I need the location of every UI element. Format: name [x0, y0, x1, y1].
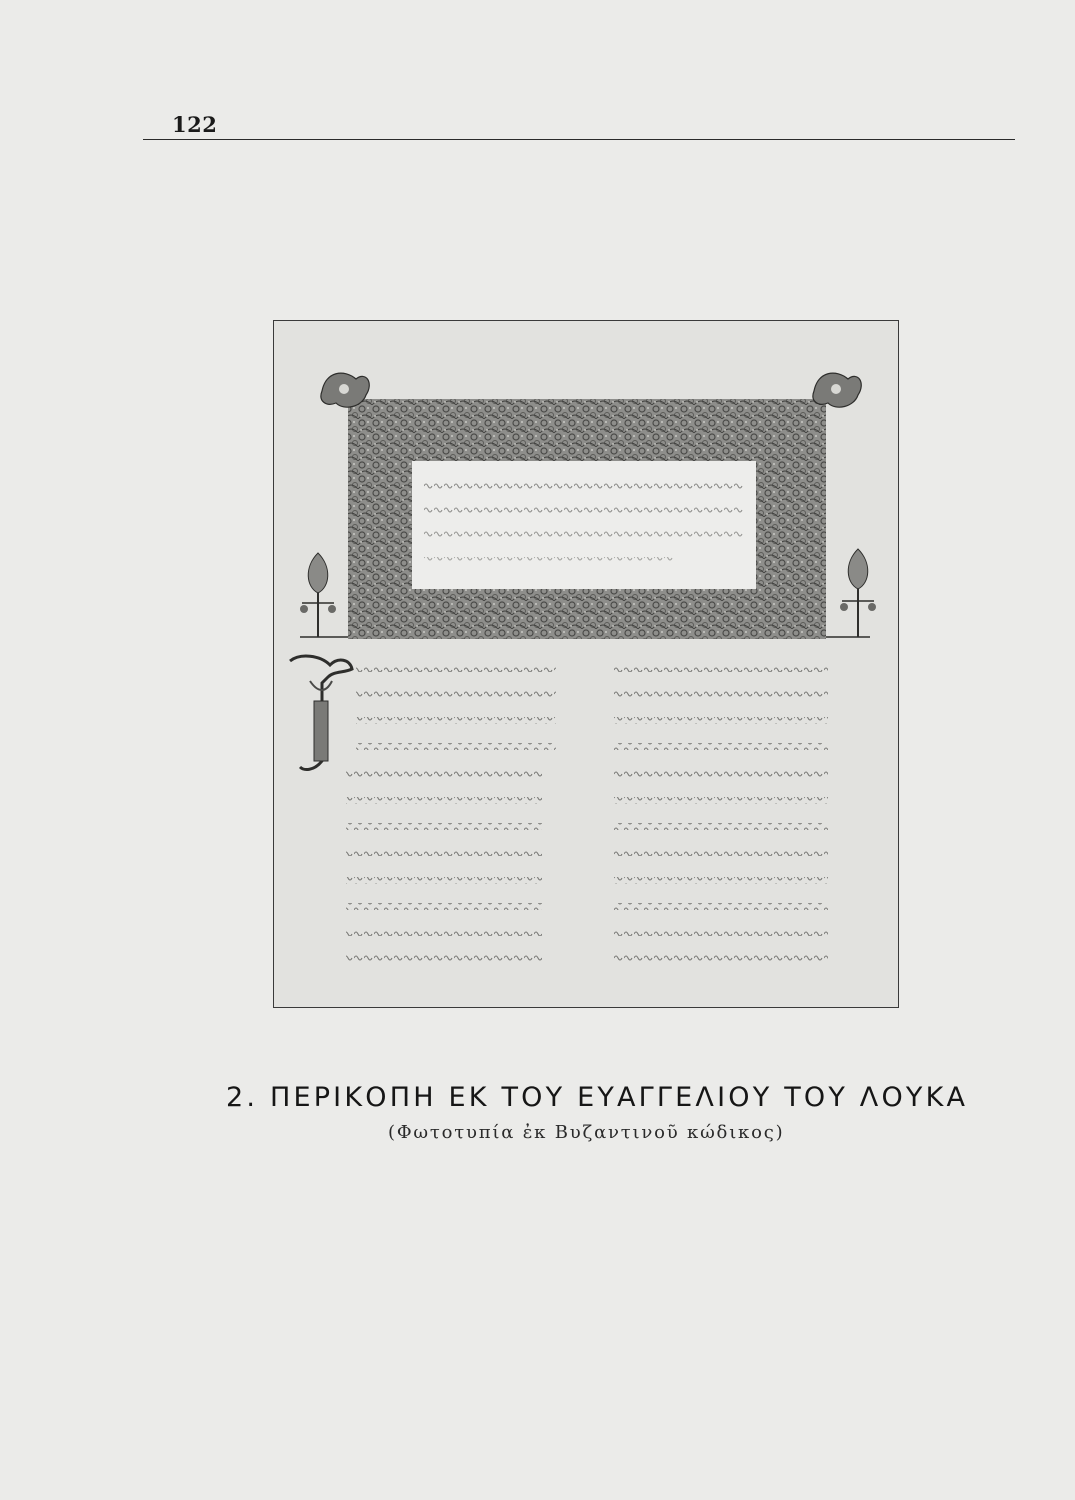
- text-column-left: [346, 665, 556, 962]
- manuscript-illustration: [274, 321, 897, 1006]
- figure-caption-title: 2. ΠΕΡΙΚΟΠΗ ΕΚ ΤΟΥ ΕΥΑΓΓΕΛΙΟΥ ΤΟΥ ΛΟΥΚΑ: [226, 1082, 969, 1113]
- tree-ornament-right: [826, 549, 876, 637]
- corner-ornament-left: [321, 373, 369, 407]
- decorated-initial: [290, 656, 352, 769]
- corner-ornament-right: [813, 373, 861, 407]
- text-column-right: [614, 665, 828, 962]
- header-rule: [143, 139, 1015, 140]
- figure-caption-subtitle: (Φωτοτυπία ἐκ Βυζαντινοῦ κώδικος): [388, 1122, 785, 1143]
- manuscript-photo: [273, 320, 899, 1008]
- page-number: 122: [172, 112, 218, 137]
- headpiece-frame: [348, 399, 826, 639]
- tree-ornament-left: [300, 553, 348, 637]
